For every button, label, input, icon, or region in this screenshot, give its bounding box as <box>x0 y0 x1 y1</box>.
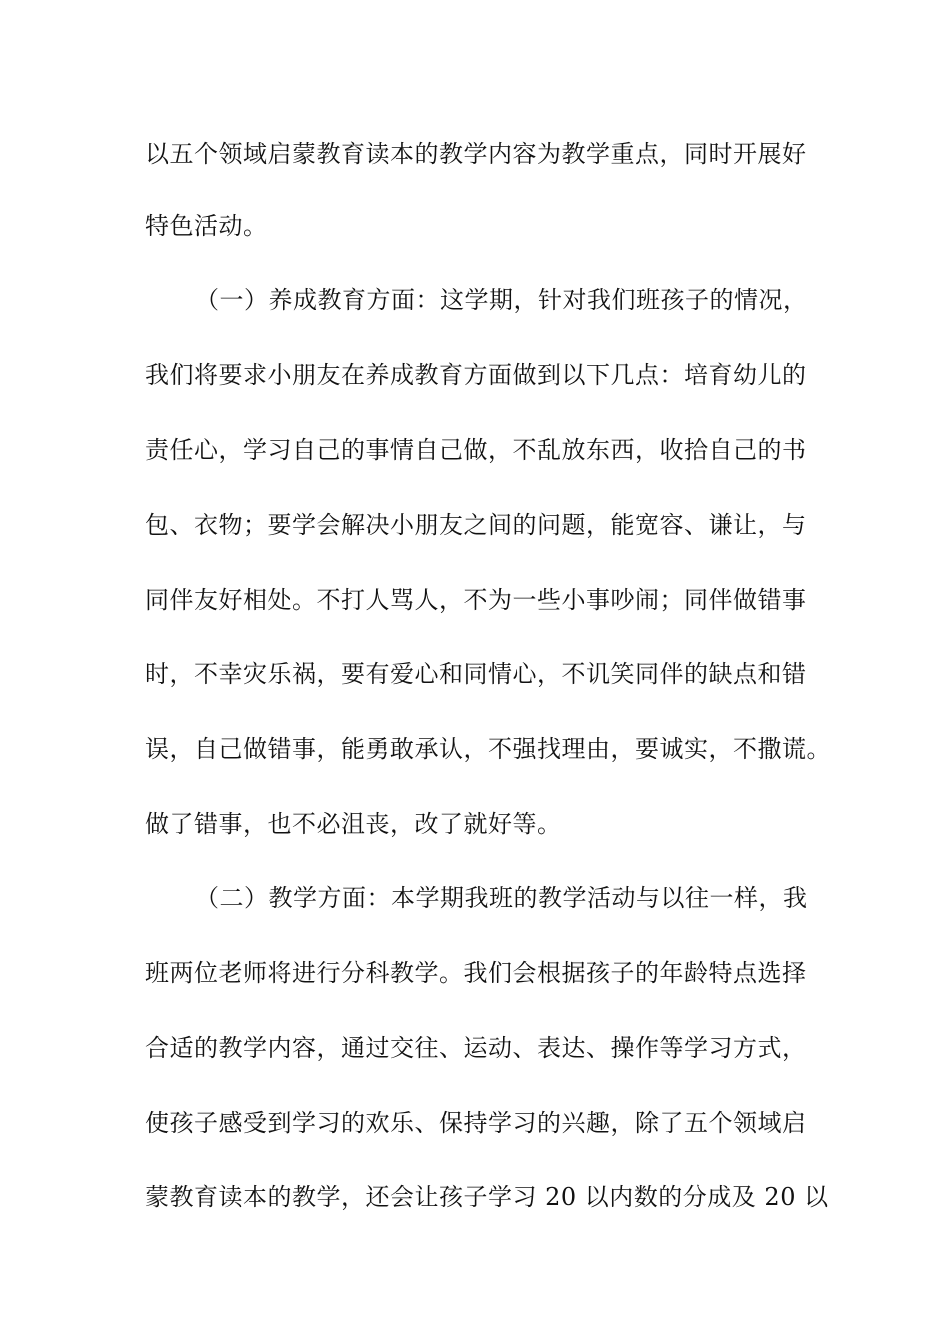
text-line-11-paragraph-start: （二）教学方面：本学期我班的教学活动与以往一样，我 <box>195 884 808 912</box>
text-line-13: 合适的教学内容，通过交往、运动、表达、操作等学习方式， <box>145 1034 807 1062</box>
text-line-6: 包、衣物；要学会解决小朋友之间的问题，能宽容、谦让，与 <box>145 511 807 539</box>
text-line-2: 特色活动。 <box>145 212 268 240</box>
text-line-4: 我们将要求小朋友在养成教育方面做到以下几点：培育幼儿的 <box>145 361 807 389</box>
text-line-7: 同伴友好相处。不打人骂人，不为一些小事吵闹；同伴做错事 <box>145 586 807 614</box>
text-line-14: 使孩子感受到学习的欢乐、保持学习的兴趣，除了五个领域启 <box>145 1109 807 1137</box>
text-line-9: 误，自己做错事，能勇敢承认，不强找理由，要诚实，不撒谎。 <box>145 735 831 763</box>
text-line-3-paragraph-start: （一）养成教育方面：这学期，针对我们班孩子的情况， <box>195 286 808 314</box>
text-line-15: 蒙教育读本的教学，还会让孩子学习 20 以内数的分成及 20 以 <box>145 1183 829 1211</box>
text-line-1: 以五个领域启蒙教育读本的教学内容为教学重点，同时开展好 <box>145 140 807 168</box>
text-line-5: 责任心，学习自己的事情自己做，不乱放东西，收拾自己的书 <box>145 436 807 464</box>
text-line-12: 班两位老师将进行分科教学。我们会根据孩子的年龄特点选择 <box>145 959 807 987</box>
text-line-10: 做了错事，也不必沮丧，改了就好等。 <box>145 810 562 838</box>
text-line-8: 时，不幸灾乐祸，要有爱心和同情心，不讥笑同伴的缺点和错 <box>145 660 807 688</box>
